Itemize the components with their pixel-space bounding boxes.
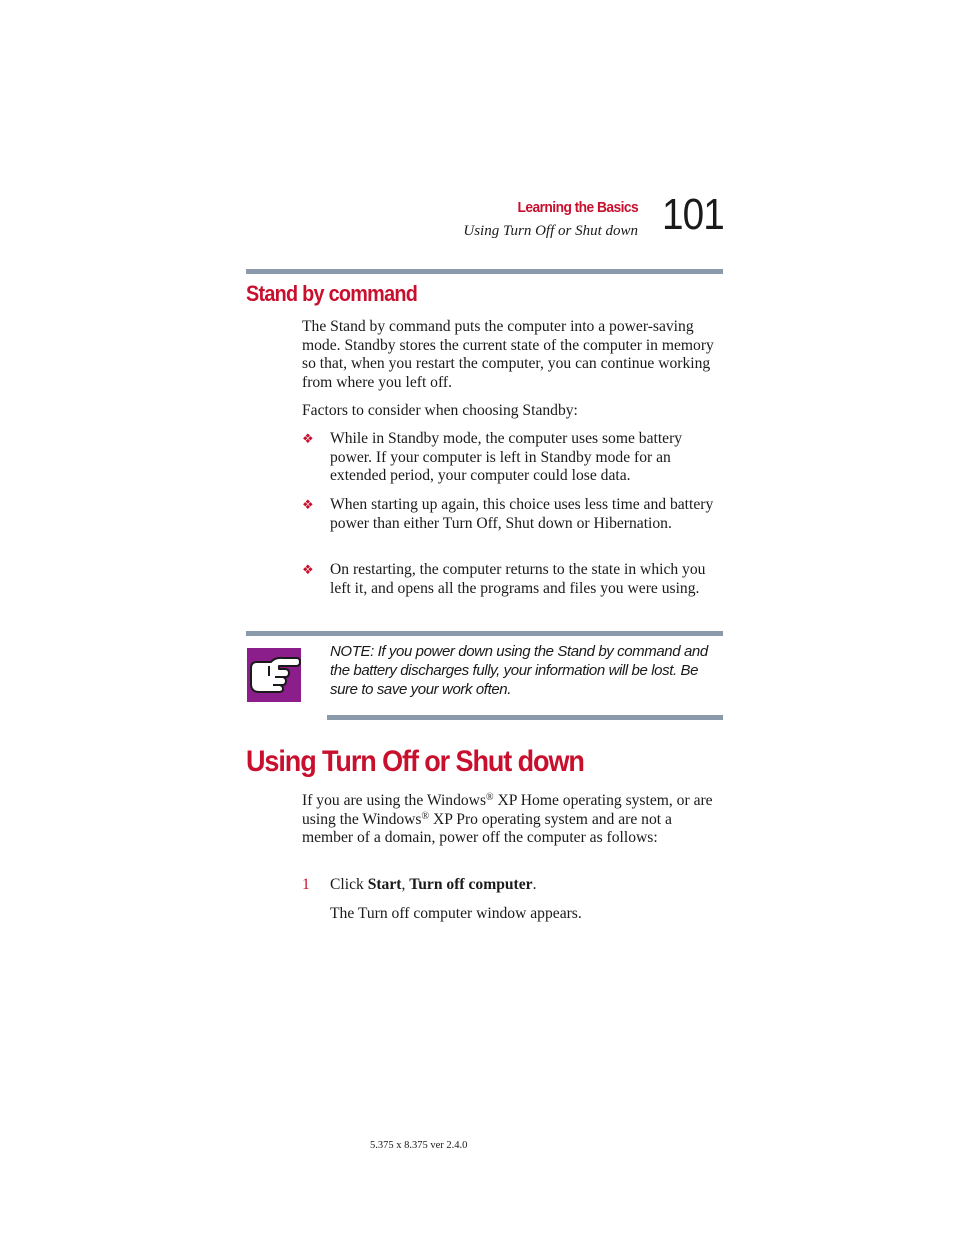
bullet-diamond-icon: ❖ — [302, 497, 314, 512]
standby-paragraph: The Stand by command puts the computer into a power-saving mode. Standby stores the current state of the computer in memory so that, when you restart the computer, you can continue working from where you left off. — [302, 318, 714, 392]
pointing-hand-icon — [247, 648, 301, 702]
page-footer: 5.375 x 8.375 ver 2.4.0 — [370, 1140, 468, 1151]
list-item-text: On restarting, the computer returns to the state in which you left it, and opens all the programs and files you were using. — [330, 561, 706, 597]
start-menu-label: Start — [367, 876, 402, 893]
step-result-text: The Turn off computer window appears. — [330, 905, 582, 922]
header-chapter-title: Learning the Basics — [517, 199, 638, 216]
header-section-title: Using Turn Off or Shut down — [463, 223, 638, 239]
page-number: 101 — [662, 190, 724, 239]
standby-heading: Stand by command — [246, 281, 418, 306]
section-divider — [246, 269, 723, 274]
note-text: NOTE: If you power down using the Stand by command and the battery discharges fully, your information will be lost. Be sure to save your work often. — [330, 643, 708, 699]
shutdown-heading: Using Turn Off or Shut down — [246, 745, 584, 778]
shutdown-intro-paragraph: If you are using the Windows® XP Home operating system, or are using the Windows® XP Pro operating system and are not a member of a domain, power off the computer as follows: — [302, 792, 713, 847]
bullet-diamond-icon: ❖ — [302, 431, 314, 446]
step-number: 1 — [302, 876, 310, 893]
standby-factors-intro: Factors to consider when choosing Standby: — [302, 402, 578, 419]
list-item-text: While in Standby mode, the computer uses some battery power. If your computer is left in Standby mode for an extended period, your computer could lose data. — [330, 430, 683, 485]
bullet-diamond-icon: ❖ — [302, 562, 314, 577]
list-item-text: When starting up again, this choice uses less time and battery power than either Turn Off, Shut down or Hibernation. — [330, 496, 714, 532]
step-text: Click Start, Turn off computer. — [330, 876, 537, 893]
note-top-divider — [246, 631, 723, 636]
turn-off-computer-label: Turn off computer — [409, 876, 533, 893]
note-bottom-divider — [327, 715, 723, 720]
